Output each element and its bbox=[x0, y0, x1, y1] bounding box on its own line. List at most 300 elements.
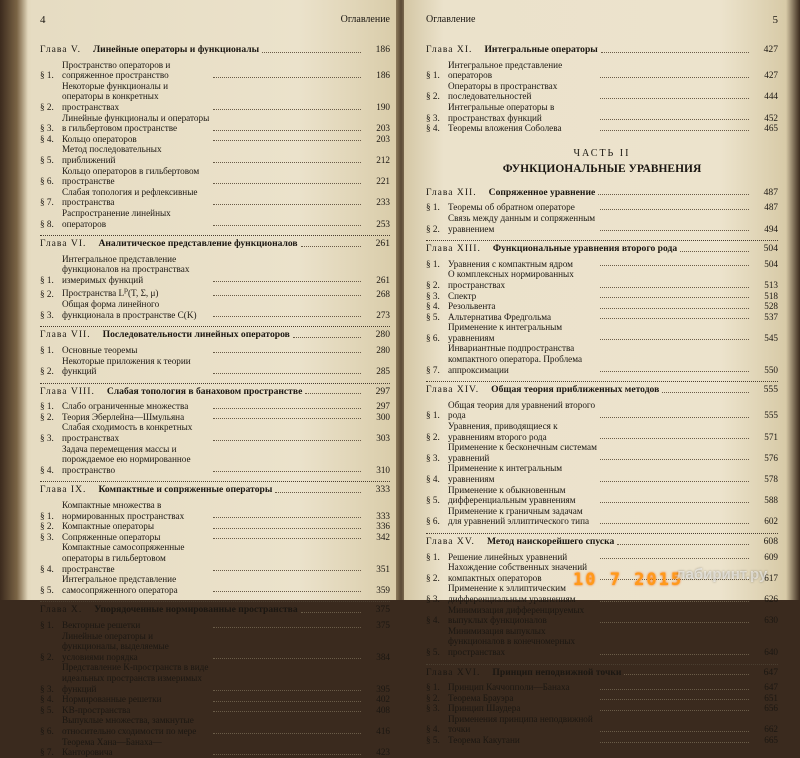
leader-dots bbox=[213, 162, 361, 163]
chapter-block bbox=[40, 383, 390, 476]
chapter-heading bbox=[426, 668, 778, 679]
toc-section bbox=[40, 500, 390, 521]
section-title: Интегральное представление функционалов на пространствах измеримых функций bbox=[62, 253, 190, 285]
section-title: KB-пространства bbox=[62, 704, 131, 715]
leader-dots bbox=[213, 627, 361, 628]
leader-dots bbox=[624, 674, 749, 675]
toc-list bbox=[40, 42, 390, 758]
section-number: § 6. bbox=[40, 725, 54, 736]
section-number: § 2. bbox=[426, 692, 440, 703]
leader-dots bbox=[600, 417, 749, 418]
toc-section bbox=[426, 703, 778, 714]
section-title: Применение к бесконечным системам уравнений bbox=[448, 442, 597, 463]
page-ref: 423 bbox=[376, 747, 390, 758]
section-title: Теория Эберлейна—Шмульяна bbox=[62, 411, 185, 422]
section-title: Применения принципа неподвижной точки bbox=[448, 713, 593, 735]
chapter-heading bbox=[40, 330, 390, 341]
section-number: § 1. bbox=[40, 70, 54, 81]
page-ref: 427 bbox=[763, 44, 778, 55]
page-ref: 336 bbox=[376, 521, 390, 532]
leader-dots bbox=[600, 318, 749, 319]
chapter-label: Глава XI. bbox=[426, 44, 473, 55]
toc-section bbox=[426, 605, 778, 626]
date-stamp: 10 7 2015 bbox=[573, 570, 684, 590]
page-ref: 626 bbox=[764, 593, 778, 604]
section-number: § 3. bbox=[40, 309, 54, 320]
toc-section bbox=[40, 715, 390, 736]
chapter-block bbox=[426, 381, 778, 527]
toc-section bbox=[426, 291, 778, 302]
leader-dots bbox=[600, 558, 749, 559]
leader-dots bbox=[213, 352, 361, 353]
section-number: § 5. bbox=[426, 646, 440, 657]
section-title: Сопряженные операторы bbox=[62, 531, 161, 542]
leader-dots bbox=[600, 654, 749, 655]
toc-section bbox=[40, 444, 390, 476]
page-ref: 651 bbox=[764, 692, 778, 703]
page-ref: 617 bbox=[764, 572, 778, 583]
toc-section bbox=[40, 166, 390, 187]
section-title: Альтернатива Фредгольма bbox=[448, 311, 552, 322]
page-ref: 656 bbox=[764, 703, 778, 714]
page-ref: 408 bbox=[376, 704, 390, 715]
leader-dots bbox=[213, 658, 361, 659]
watermark: лабиринт.ру bbox=[676, 566, 768, 583]
chapter-title: Последовательности линейных операторов bbox=[102, 329, 290, 341]
page-ref: 494 bbox=[764, 223, 778, 234]
page-ref: 588 bbox=[764, 495, 778, 506]
part-label: ЧАСТЬ II bbox=[573, 147, 631, 159]
section-title: Инвариантные подпространства компактного оператора. Проблема аппроксимации bbox=[448, 343, 583, 375]
section-title: Общая теория для уравнений второго рода bbox=[448, 399, 596, 421]
page-ref: 427 bbox=[764, 70, 778, 81]
section-number: § 4. bbox=[426, 123, 440, 134]
chapter-title: Линейные операторы и функционалы bbox=[93, 44, 260, 55]
leader-dots bbox=[600, 371, 749, 372]
toc-section bbox=[40, 113, 390, 134]
leader-dots bbox=[600, 502, 749, 503]
section-title: Некоторые функционалы и операторы в конкретных пространствах bbox=[62, 80, 168, 112]
section-number: § 3. bbox=[40, 531, 54, 542]
page-ref: 640 bbox=[764, 646, 778, 657]
toc-section bbox=[40, 737, 390, 758]
toc-section bbox=[40, 208, 390, 229]
leader-dots bbox=[293, 337, 361, 338]
section-title: Принцип Каччопполи—Банаха bbox=[448, 682, 570, 693]
chapter-heading bbox=[426, 45, 778, 56]
leader-dots bbox=[213, 183, 361, 184]
section-title: Некоторые приложения к теории функций bbox=[62, 355, 191, 377]
section-title: Интегральное представление самосопряженного оператора bbox=[62, 574, 178, 595]
chapter-title: Компактные и сопряженные операторы bbox=[98, 484, 273, 496]
toc-section bbox=[40, 134, 390, 145]
section-title: Минимизация выпуклых функционалов в конечномерных пространствах bbox=[448, 625, 576, 657]
page-ref: 555 bbox=[764, 410, 778, 421]
toc-section bbox=[426, 259, 778, 270]
page-ref: 273 bbox=[376, 309, 390, 320]
chapter-block bbox=[426, 42, 778, 134]
section-title: Компактные самосопряженные операторы в гильбертовом пространстве bbox=[62, 542, 185, 574]
chapter-block bbox=[426, 240, 778, 375]
leader-dots bbox=[213, 538, 361, 539]
leader-dots bbox=[600, 710, 749, 711]
right-page bbox=[404, 0, 800, 746]
section-title: Слабая топология и рефлексивные пространства bbox=[62, 186, 198, 208]
leader-dots bbox=[600, 265, 749, 266]
section-number: § 2. bbox=[40, 288, 54, 299]
chapter-heading bbox=[426, 188, 778, 199]
page-ref: 375 bbox=[376, 619, 390, 630]
toc-section bbox=[40, 521, 390, 532]
page-ref: 261 bbox=[375, 238, 390, 250]
section-number: § 3. bbox=[426, 593, 440, 604]
page-ref: 190 bbox=[376, 101, 390, 112]
toc-section bbox=[426, 735, 778, 746]
section-number: § 3. bbox=[426, 452, 440, 463]
section-number: § 3. bbox=[40, 433, 54, 444]
page-ref: 416 bbox=[376, 725, 390, 736]
section-title: Принцип Шаудера bbox=[448, 703, 521, 714]
toc-section bbox=[426, 463, 778, 484]
section-title: Уравнения, приводящиеся к уравнениям второго рода bbox=[448, 421, 558, 442]
leader-dots bbox=[600, 523, 749, 524]
leader-dots bbox=[600, 622, 749, 623]
toc-section bbox=[40, 574, 390, 595]
section-title: Линейные операторы и функционалы, выделяемые условиями порядка bbox=[62, 630, 169, 662]
section-title: Решение линейных уравнений bbox=[448, 551, 568, 562]
chapter-label: Глава XIII. bbox=[426, 243, 481, 255]
chapter-label: Глава XIV. bbox=[426, 384, 480, 396]
section-title: Связь между данным и сопряженным уравнением bbox=[448, 212, 596, 234]
chapter-title: Слабая топология в банаховом пространстве bbox=[106, 385, 303, 397]
leader-dots bbox=[213, 140, 361, 141]
page-ref: 518 bbox=[764, 290, 778, 301]
section-title: Применение к граничным задачам для уравнений эллиптического типа bbox=[448, 505, 590, 527]
page-ref: 333 bbox=[375, 484, 390, 496]
chapter-title: Упорядоченные нормированные пространства bbox=[94, 604, 298, 616]
leader-dots bbox=[213, 130, 361, 131]
page-ref: 571 bbox=[764, 431, 778, 442]
toc-list bbox=[426, 185, 778, 746]
leader-dots bbox=[662, 392, 749, 393]
leader-dots bbox=[213, 517, 361, 518]
leader-dots bbox=[600, 230, 749, 231]
page-ref: 280 bbox=[375, 329, 390, 341]
section-number: § 2. bbox=[40, 101, 54, 112]
section-title: Общая форма линейного функционала в пространстве C(K) bbox=[62, 299, 197, 320]
toc-section bbox=[40, 144, 390, 165]
toc-section bbox=[40, 662, 390, 694]
chapter-label: Глава VI. bbox=[40, 238, 87, 250]
section-number: § 2. bbox=[426, 572, 440, 583]
section-title: Компактные множества в нормированных пространствах bbox=[62, 500, 185, 521]
page-ref: 186 bbox=[376, 70, 390, 81]
toc-section bbox=[40, 542, 390, 574]
section-title: Векторные решетки bbox=[62, 619, 141, 630]
leader-dots bbox=[213, 471, 361, 472]
section-number: § 4. bbox=[426, 615, 440, 626]
section-title: Кольцо операторов в гильбертовом пространстве bbox=[62, 165, 200, 187]
toc-section bbox=[426, 81, 778, 102]
leader-dots bbox=[213, 109, 361, 110]
section-title: Представление K-пространств в виде идеальных пространств измеримых функций bbox=[62, 662, 209, 694]
section-title: Нормированные решетки bbox=[62, 694, 162, 705]
page-ref: 221 bbox=[376, 176, 390, 187]
leader-dots bbox=[598, 194, 749, 195]
chapter-label: Глава VIII. bbox=[40, 385, 95, 397]
chapter-label: Глава V. bbox=[40, 44, 82, 55]
leader-dots bbox=[213, 591, 361, 592]
page-ref: 504 bbox=[763, 243, 778, 255]
section-title: Интегральное представление операторов bbox=[448, 59, 563, 81]
page-ref: 528 bbox=[764, 301, 778, 312]
page-edge-shadow bbox=[0, 0, 28, 600]
page-ref: 537 bbox=[764, 311, 778, 322]
section-number: § 5. bbox=[426, 735, 440, 746]
toc-section bbox=[426, 714, 778, 735]
section-title: Компактные операторы bbox=[62, 521, 154, 532]
section-number: § 1. bbox=[40, 274, 54, 285]
section-number: § 3. bbox=[426, 290, 440, 301]
section-number: § 3. bbox=[426, 703, 440, 714]
leader-dots bbox=[617, 544, 749, 545]
section-number: § 1. bbox=[426, 202, 440, 213]
section-title: Операторы в пространствах последовательностей bbox=[448, 80, 558, 102]
section-number: § 6. bbox=[40, 176, 54, 187]
toc-section bbox=[40, 412, 390, 423]
toc-section bbox=[426, 322, 778, 343]
chapter-block bbox=[40, 481, 390, 595]
leader-dots bbox=[600, 339, 749, 340]
page-ref: 452 bbox=[764, 112, 778, 123]
section-title: Пространства $L^p(T$, Σ, μ) bbox=[62, 285, 159, 299]
section-title: Минимизация дифференцируемых выпуклых функционалов bbox=[448, 604, 585, 626]
leader-dots bbox=[600, 601, 749, 602]
page-number: 4 bbox=[40, 14, 46, 26]
running-head: Оглавление bbox=[340, 14, 390, 25]
section-number: § 1. bbox=[40, 510, 54, 521]
page-ref: 297 bbox=[375, 385, 390, 397]
section-number: § 4. bbox=[426, 474, 440, 484]
section-title: Распространение линейных операторов bbox=[62, 207, 171, 229]
toc-section bbox=[426, 60, 778, 81]
toc-section bbox=[40, 254, 390, 286]
chapter-block bbox=[426, 664, 778, 746]
chapter-heading bbox=[40, 45, 390, 56]
toc-section bbox=[426, 442, 778, 463]
section-number: § 6. bbox=[426, 516, 440, 527]
leader-dots bbox=[600, 77, 749, 78]
chapter-label: Глава XVI. bbox=[426, 666, 481, 678]
section-title: Резольвента bbox=[448, 301, 496, 312]
leader-dots bbox=[213, 77, 361, 78]
section-number: § 1. bbox=[426, 551, 440, 562]
leader-dots bbox=[213, 711, 361, 712]
leader-dots bbox=[600, 699, 749, 700]
toc-section bbox=[40, 532, 390, 543]
leader-dots bbox=[305, 393, 361, 394]
section-number: § 2. bbox=[426, 223, 440, 234]
page-ref: 465 bbox=[764, 123, 778, 134]
leader-dots bbox=[213, 316, 361, 317]
toc-section bbox=[426, 552, 778, 563]
leader-dots bbox=[600, 287, 749, 288]
toc-section bbox=[40, 620, 390, 631]
section-number: § 4. bbox=[40, 563, 54, 574]
toc-section bbox=[40, 694, 390, 705]
toc-list bbox=[426, 42, 778, 134]
page-ref: 444 bbox=[764, 91, 778, 102]
page-ref: 351 bbox=[376, 563, 390, 574]
toc-section bbox=[40, 401, 390, 412]
section-title: Кольцо операторов bbox=[62, 133, 137, 144]
section-title: Теоремы об обратном операторе bbox=[448, 202, 575, 213]
page-ref: 268 bbox=[376, 288, 390, 299]
page-ref: 285 bbox=[376, 366, 390, 377]
section-title: Теорема Хана—Банаха—Канторовича bbox=[62, 736, 162, 758]
leader-dots bbox=[213, 733, 361, 734]
page-ref: 375 bbox=[375, 604, 390, 616]
toc-section bbox=[426, 102, 778, 123]
toc-section bbox=[426, 421, 778, 442]
toc-section bbox=[40, 345, 390, 356]
page-ref: 513 bbox=[764, 279, 778, 290]
toc-section bbox=[426, 202, 778, 213]
page-ref: 487 bbox=[764, 202, 778, 213]
section-number: § 5. bbox=[40, 154, 54, 165]
page-ref: 609 bbox=[764, 551, 778, 562]
toc-section bbox=[426, 312, 778, 323]
page-ref: 555 bbox=[763, 384, 778, 396]
leader-dots bbox=[275, 492, 361, 493]
page-ref: 300 bbox=[376, 411, 390, 422]
section-number: § 1. bbox=[40, 401, 54, 412]
section-number: § 7. bbox=[40, 197, 54, 208]
section-number: § 2. bbox=[426, 91, 440, 102]
toc-section bbox=[40, 299, 390, 320]
page-ref: 665 bbox=[764, 735, 778, 746]
page-ref: 545 bbox=[764, 332, 778, 343]
toc-section bbox=[40, 60, 390, 81]
leader-dots bbox=[600, 731, 749, 732]
running-head: Оглавление bbox=[426, 14, 476, 25]
leader-dots bbox=[213, 528, 361, 529]
page-ref: 504 bbox=[764, 258, 778, 269]
page-ref: 487 bbox=[763, 186, 778, 198]
chapter-title: Аналитическое представление функционалов bbox=[98, 238, 298, 250]
section-title: Применение к обыкновенным дифференциальным уравнениям bbox=[448, 484, 576, 506]
leader-dots bbox=[600, 297, 749, 298]
page-ref: 310 bbox=[376, 464, 390, 475]
leader-dots bbox=[600, 130, 749, 131]
page-ref: 280 bbox=[376, 344, 390, 355]
page-ref: 333 bbox=[376, 510, 390, 521]
section-number: § 6. bbox=[426, 332, 440, 343]
page-ref: 578 bbox=[764, 474, 778, 484]
section-number: § 2. bbox=[426, 279, 440, 290]
toc-section bbox=[426, 626, 778, 658]
section-title: Линейные функционалы и операторы в гильбертовом пространстве bbox=[62, 112, 210, 134]
leader-dots bbox=[600, 689, 749, 690]
section-number: § 2. bbox=[426, 431, 440, 442]
chapter-title: Сопряженное уравнение bbox=[488, 186, 596, 198]
page-ref: 359 bbox=[376, 584, 390, 595]
toc-section bbox=[40, 356, 390, 377]
chapter-heading bbox=[426, 537, 778, 548]
section-number: § 8. bbox=[40, 218, 54, 229]
section-title: Метод последовательных приближений bbox=[62, 144, 162, 165]
section-number: § 1. bbox=[426, 70, 440, 81]
leader-dots bbox=[213, 701, 361, 702]
section-number: § 7. bbox=[426, 364, 440, 375]
chapter-title: Принцип неподвижной точки bbox=[492, 666, 622, 678]
section-number: § 1. bbox=[426, 682, 440, 693]
section-title: Применение к интегральным уравнениям bbox=[448, 463, 563, 484]
leader-dots bbox=[213, 418, 361, 419]
part-title: ФУНКЦИОНАЛЬНЫЕ УРАВНЕНИЯ bbox=[502, 162, 702, 175]
chapter-block bbox=[426, 533, 778, 658]
chapter-block bbox=[426, 185, 778, 234]
page-ref: 297 bbox=[376, 401, 390, 412]
toc-section bbox=[40, 285, 390, 299]
toc-section bbox=[40, 705, 390, 716]
chapter-title: Общая теория приближенных методов bbox=[491, 384, 660, 396]
leader-dots bbox=[301, 246, 361, 247]
leader-dots bbox=[600, 209, 749, 210]
leader-dots bbox=[262, 52, 361, 53]
page-ref: 395 bbox=[376, 683, 390, 694]
section-title: Теорема Брауэра bbox=[448, 692, 514, 703]
page-ref: 203 bbox=[376, 123, 390, 134]
section-number: § 1. bbox=[426, 258, 440, 269]
page-ref: 402 bbox=[376, 694, 390, 705]
page-ref: 384 bbox=[376, 651, 390, 662]
chapter-block bbox=[40, 235, 390, 320]
page-ref: 647 bbox=[763, 666, 778, 678]
section-title: Теоремы вложения Соболева bbox=[448, 123, 562, 134]
section-number: § 4. bbox=[40, 464, 54, 475]
toc-section bbox=[40, 81, 390, 113]
section-number: § 3. bbox=[40, 683, 54, 694]
leader-dots bbox=[600, 98, 749, 99]
page-edge-shadow bbox=[786, 0, 800, 600]
section-number: § 1. bbox=[40, 619, 54, 630]
section-number: § 3. bbox=[426, 112, 440, 123]
page-ref: 342 bbox=[376, 531, 390, 542]
section-number: § 5. bbox=[40, 704, 54, 715]
section-number: § 2. bbox=[40, 651, 54, 662]
page-ref: 550 bbox=[764, 364, 778, 375]
toc-section bbox=[426, 693, 778, 704]
page-ref: 647 bbox=[764, 682, 778, 693]
toc-section bbox=[40, 187, 390, 208]
leader-dots bbox=[213, 408, 361, 409]
leader-dots bbox=[600, 119, 749, 120]
leader-dots bbox=[680, 251, 749, 252]
toc-section bbox=[40, 422, 390, 443]
page-ref: 233 bbox=[376, 197, 390, 208]
chapter-heading bbox=[426, 244, 778, 255]
chapter-heading bbox=[426, 385, 778, 396]
toc-section bbox=[426, 506, 778, 527]
leader-dots bbox=[213, 204, 361, 205]
chapter-heading bbox=[40, 605, 390, 616]
running-header-left bbox=[40, 14, 390, 36]
section-title: Нахождение собственных значений компактных операторов bbox=[448, 562, 588, 583]
chapter-heading bbox=[40, 239, 390, 250]
leader-dots bbox=[600, 438, 749, 439]
section-title: Применение к интегральным уравнениям bbox=[448, 322, 563, 343]
